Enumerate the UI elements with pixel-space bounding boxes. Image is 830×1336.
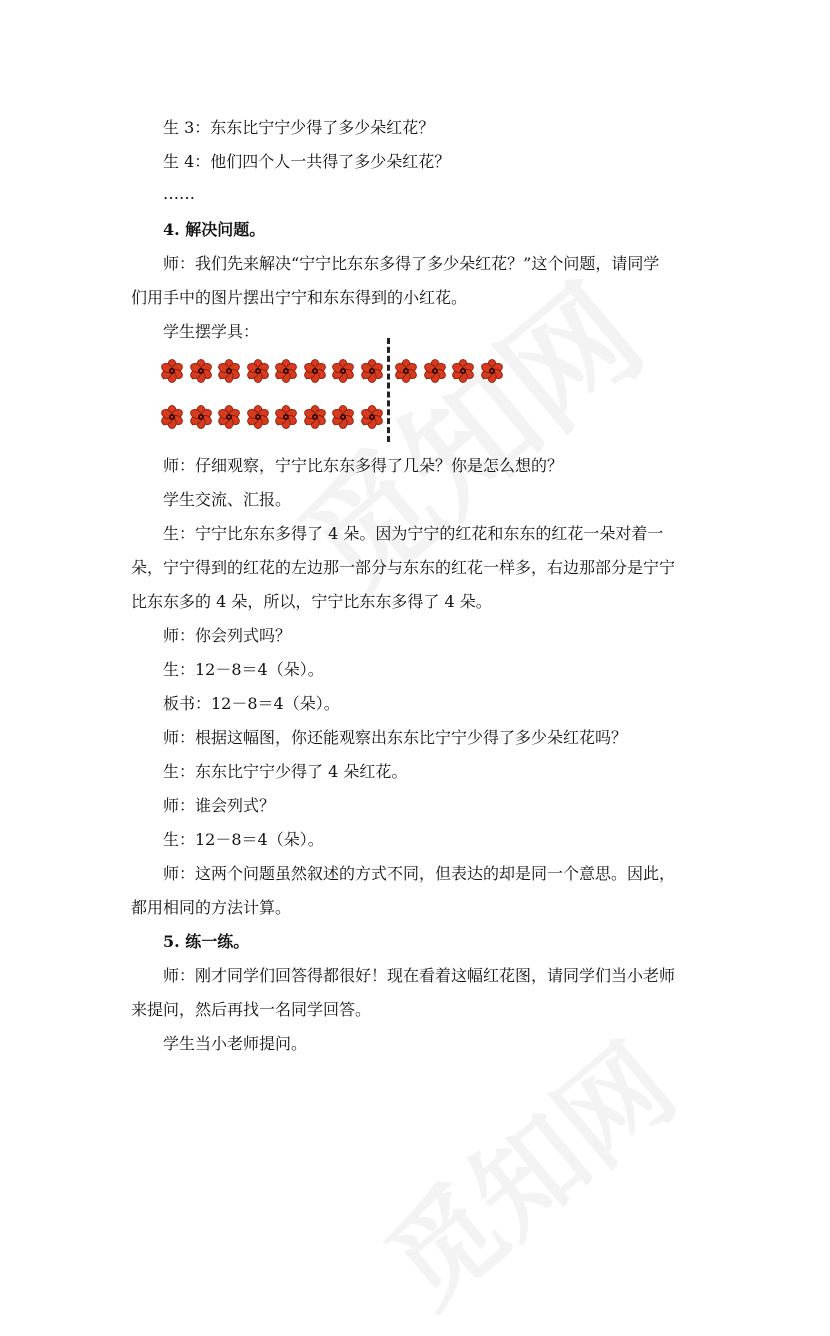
dongdong-flower-icon (160, 405, 184, 429)
ningning-flower-icon (451, 359, 475, 383)
paragraph-teacher-summary-cont: 都用相同的方法计算。 (131, 898, 292, 917)
ningning-flower-icon (189, 359, 213, 383)
paragraph-board-writing: 板书：12－8＝4（朵）。 (163, 694, 340, 713)
heading-practice: 5. 练一练。 (163, 932, 250, 951)
paragraph-student-equation2: 生：12－8＝4（朵）。 (163, 830, 324, 849)
ningning-flower-icon (394, 359, 418, 383)
paragraph-students-report: 学生交流、汇报。 (163, 490, 292, 509)
paragraph-student4: 生 4：他们四个人一共得了多少朵红花？ (163, 152, 451, 171)
flower-row-dongdong (160, 405, 520, 431)
ningning-flower-icon (480, 359, 504, 383)
paragraph-teacher-who: 师：谁会列式？ (163, 796, 276, 815)
ningning-flower-icon (160, 359, 184, 383)
dongdong-flower-icon (303, 405, 327, 429)
ningning-flower-icon (423, 359, 447, 383)
paragraph-teacher-observe: 师：仔细观察，宁宁比东东多得了几朵？你是怎么想的？ (163, 456, 564, 475)
paragraph-teacher-equation: 师：你会列式吗？ (163, 626, 292, 645)
dongdong-flower-icon (331, 405, 355, 429)
ningning-flower-icon (331, 359, 355, 383)
dongdong-flower-icon (274, 405, 298, 429)
paragraph-student-equation: 生：12－8＝4（朵）。 (163, 660, 324, 679)
paragraph-teacher-intro: 师：我们先来解决“宁宁比东东多得了多少朵红花？”这个问题，请同学 (163, 254, 660, 273)
paragraph-teacher-praise-cont: 来提问，然后再找一名同学回答。 (131, 1000, 372, 1019)
paragraph-student-answer-cont1: 朵，宁宁得到的红花的左边那一部分与东东的红花一样多，右边那部分是宁宁 (131, 558, 676, 577)
paragraph-teacher-praise: 师：刚才同学们回答得都很好！现在看着这幅红花图，请同学们当小老师 (163, 966, 676, 985)
paragraph-teacher-summary: 师：这两个问题虽然叙述的方式不同，但表达的却是同一个意思。因此， (163, 864, 676, 883)
ningning-flower-icon (217, 359, 241, 383)
ningning-flower-icon (360, 359, 384, 383)
ningning-flower-icon (303, 359, 327, 383)
watermark-bottom (348, 1002, 702, 1335)
paragraph-student3: 生 3：东东比宁宁少得了多少朵红花？ (163, 118, 435, 137)
paragraph-student-answer: 生：宁宁比东东多得了 4 朵。因为宁宁的红花和东东的红花一朵对着一 (163, 524, 664, 543)
flower-row-ningning (160, 359, 520, 385)
dongdong-flower-icon (217, 405, 241, 429)
dongdong-flower-icon (189, 405, 213, 429)
dongdong-flower-icon (360, 405, 384, 429)
dongdong-flower-icon (246, 405, 270, 429)
paragraph-ellipsis: …… (163, 184, 195, 203)
heading-solve-problem: 4. 解决问题。 (163, 220, 266, 239)
paragraph-student-answer2: 生：东东比宁宁少得了 4 朵红花。 (163, 762, 408, 781)
ningning-flower-icon (274, 359, 298, 383)
paragraph-teacher-question2: 师：根据这幅图，你还能观察出东东比宁宁少得了多少朵红花吗？ (163, 728, 628, 747)
ningning-flower-icon (246, 359, 270, 383)
paragraph-student-answer-cont2: 比东东多的 4 朵，所以，宁宁比东东多得了 4 朵。 (131, 592, 492, 611)
paragraph-students-arrange: 学生摆学具： (163, 322, 260, 341)
paragraph-teacher-intro-cont: 们用手中的图片摆出宁宁和东东得到的小红花。 (131, 288, 468, 307)
paragraph-students-ask: 学生当小老师提问。 (163, 1034, 308, 1053)
